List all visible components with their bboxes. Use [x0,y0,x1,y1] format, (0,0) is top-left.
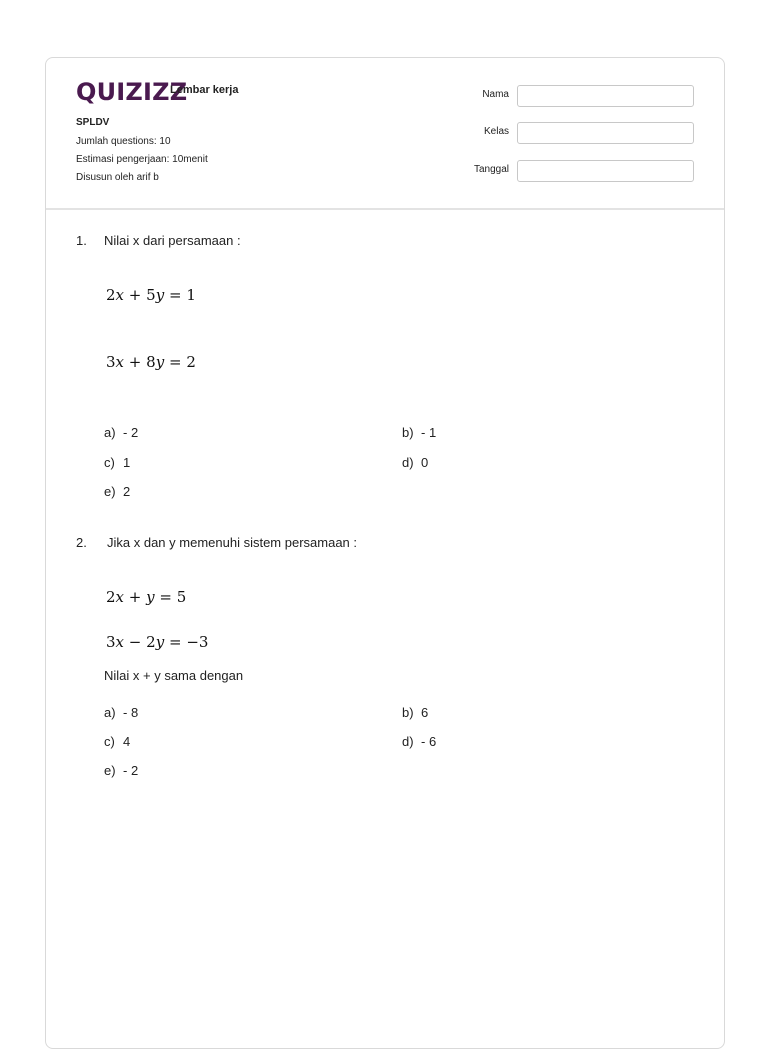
author-line: Disusun oleh arif b [76,172,159,183]
option-d[interactable] [402,455,428,470]
option-d[interactable] [402,734,436,749]
option-text: 2 [123,484,131,499]
option-letter: a) [104,425,116,440]
equation-1: 2x + 5y = 1 [106,286,196,304]
option-c[interactable] [104,734,130,749]
option-text: 0 [421,455,429,470]
question-number: 1. [76,233,87,248]
option-letter: c) [104,734,115,749]
worksheet-card [45,57,725,1049]
option-text: - 1 [421,425,437,440]
option-b[interactable] [402,705,428,720]
option-text: 4 [123,734,131,749]
option-letter: b) [402,705,414,720]
option-letter: d) [402,734,414,749]
question-text: Nilai x dari persamaan : [104,233,241,248]
name-field[interactable] [517,85,694,107]
worksheet-title: SPLDV [76,117,110,128]
option-c[interactable] [104,455,130,470]
question-followup: Nilai x + y sama dengan [104,668,244,683]
option-b[interactable] [402,425,436,440]
option-text: - 2 [123,425,139,440]
option-text: 6 [421,705,429,720]
question-count: Jumlah questions: 10 [76,136,171,147]
date-label: Tanggal [473,164,509,175]
name-label: Nama [482,89,509,100]
option-a[interactable] [104,705,138,720]
question-number: 2. [76,535,87,550]
option-text: - 2 [123,763,139,778]
option-e[interactable] [104,484,130,499]
worksheet-label: Lembar kerja [170,84,239,96]
time-estimate: Estimasi pengerjaan: 10menit [76,154,208,165]
option-letter: e) [104,484,116,499]
option-text: - 8 [123,705,139,720]
option-letter: c) [104,455,115,470]
date-field[interactable] [517,160,694,182]
question-text: Jika x dan y memenuhi sistem persamaan : [107,535,357,550]
equation-2: 3x − 2y = −3 [106,633,209,651]
option-text: - 6 [421,734,437,749]
worksheet-header [46,58,724,210]
option-letter: b) [402,425,414,440]
quizizz-logo: QUIZIZZ [76,78,188,106]
equation-1: 2x + y = 5 [106,588,187,606]
option-letter: d) [402,455,414,470]
option-text: 1 [123,455,131,470]
option-a[interactable] [104,425,138,440]
class-field[interactable] [517,122,694,144]
option-letter: e) [104,763,116,778]
option-e[interactable] [104,763,138,778]
class-label: Kelas [483,126,509,137]
equation-2: 3x + 8y = 2 [106,353,196,371]
option-letter: a) [104,705,116,720]
